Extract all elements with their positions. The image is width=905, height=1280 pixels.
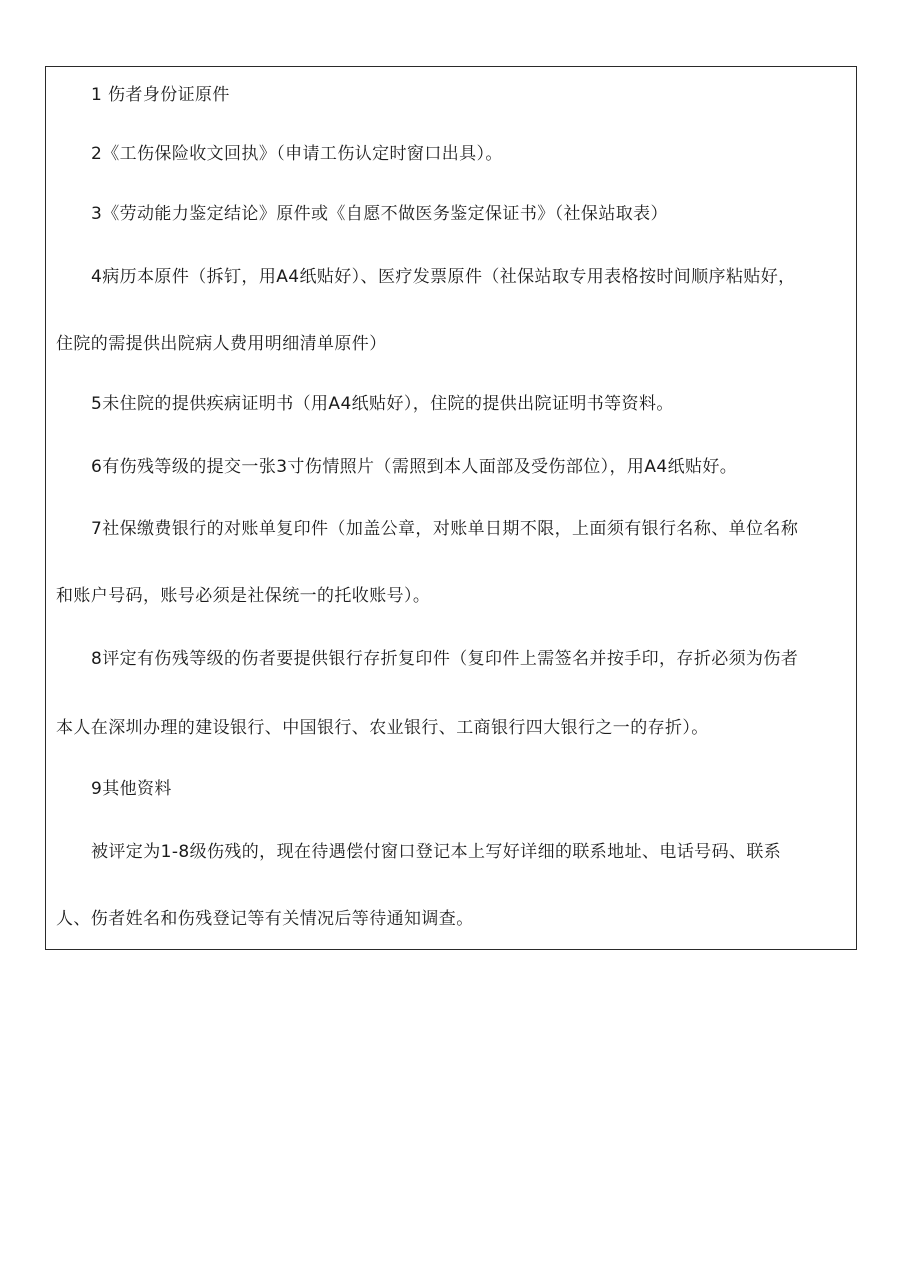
item-9-text: 9其他资料 — [91, 779, 172, 799]
item-4-text: 4病历本原件（拆钉，用A4纸贴好）、医疗发票原件（社保站取专用表格按时间顺序粘贴好， — [91, 267, 796, 287]
note-text: 被评定为1-8级伤残的，现在待遇偿付窗口登记本上写好详细的联系地址、电话号码、联系 — [91, 842, 782, 862]
note-continuation: 人、伤者姓名和伤残登记等有关情况后等待通知调查。 — [56, 909, 474, 929]
item-2-text: 2《工伤保险收文回执》（申请工伤认定时窗口出具）。 — [91, 144, 503, 164]
item-6-text: 6有伤残等级的提交一张3寸伤情照片（需照到本人面部及受伤部位），用A4纸贴好。 — [91, 457, 738, 477]
item-3-text: 3《劳动能力鉴定结论》原件或《自愿不做医务鉴定保证书》（社保站取表） — [91, 204, 668, 224]
item-8-continuation: 本人在深圳办理的建设银行、中国银行、农业银行、工商银行四大银行之一的存折）。 — [56, 718, 709, 738]
item-1-text: 1 伤者身份证原件 — [91, 85, 230, 105]
item-5-text: 5未住院的提供疾病证明书（用A4纸贴好），住院的提供出院证明书等资料。 — [91, 394, 674, 414]
item-8-text: 8评定有伤残等级的伤者要提供银行存折复印件（复印件上需签名并按手印，存折必须为伤者 — [91, 649, 799, 669]
item-7-continuation: 和账户号码，账号必须是社保统一的托收账号）。 — [56, 586, 431, 606]
document-frame — [45, 66, 857, 950]
item-4-continuation: 住院的需提供出院病人费用明细清单原件） — [56, 334, 387, 354]
item-7-text: 7社保缴费银行的对账单复印件（加盖公章，对账单日期不限，上面须有银行名称、单位名称 — [91, 519, 799, 539]
